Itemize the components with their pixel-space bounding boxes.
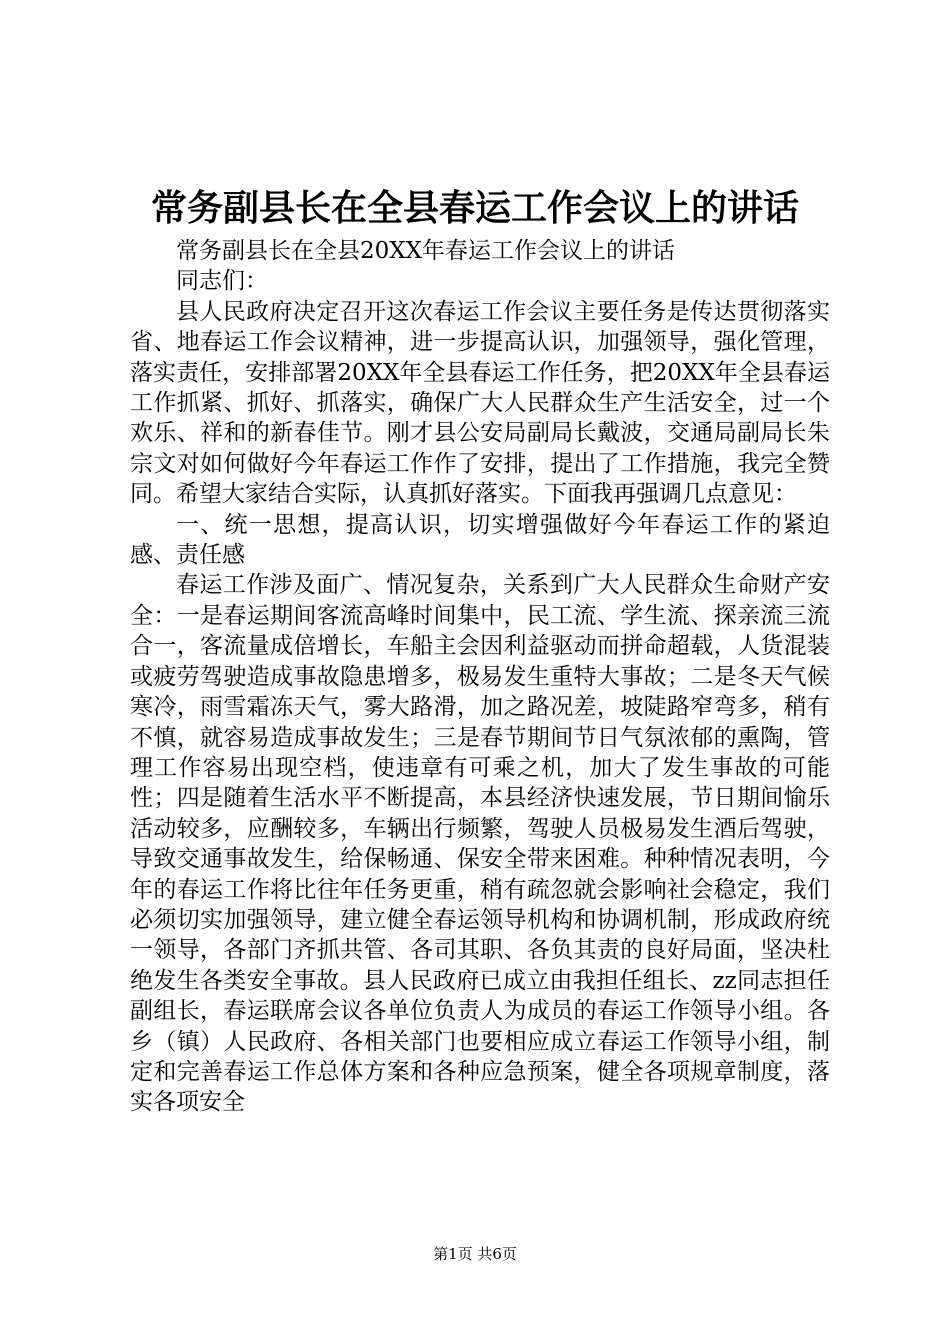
salutation-paragraph: 同志们： bbox=[176, 268, 268, 295]
section-heading-1: 一、统一思想，提高认识，切实增强做好今年春运工作的紧迫感、责任感 bbox=[130, 511, 830, 569]
intro-paragraph: 县人民政府决定召开这次春运工作会议主要任务是传达贯彻落实省、地春运工作会议精神，进一步提高认识，加强领导，强化管理，落实责任，安排部署20XX年全县春运工作任务，把20XX年全县春运工作抓紧、抓好、抓落实，确保广大人民群众生产生活安全，过一个欢乐、祥和的新春佳节。刚才县公安局副局长戴波，交通局副局长朱宗文对如何做好今年春运工作作了安排，提出了工作措施，我完全赞同。希望大家结合实际，认真抓好落实。下面我再强调几点意见： bbox=[130, 298, 830, 508]
subtitle-paragraph: 常务副县长在全县20XX年春运工作会议上的讲话 bbox=[176, 238, 676, 264]
section-1-paragraph: 春运工作涉及面广、情况复杂，关系到广大人民群众生命财产安全：一是春运期间客流高峰时间集中，民工流、学生流、探亲流三流合一，客流量成倍增长，车船主会因利益驱动而拼命超载，人货混装或疲劳驾驶造成事故隐患增多，极易发生重特大事故；二是冬天气候寒冷，雨雪霜冻天气，雾大路滑，加之路况差，坡陡路窄弯多，稍有不慎，就容易造成事故发生；三是春节期间节日气氛浓郁的熏陶，管理工作容易出现空档，使违章有可乘之机，加大了发生事故的可能性；四是随着生活水平不断提高，本县经济快速发展，节日期间愉乐活动较多，应酬较多，车辆出行频繁，驾驶人员极易发生酒后驾驶，导致交通事故发生，给保畅通、保安全带来困难。种种情况表明，今年的春运工作将比往年任务更重，稍有疏忽就会影响社会稳定，我们必须切实加强领导，建立健全春运领导机构和协调机制，形成政府统一领导，各部门齐抓共管、各司其职、各负其责的良好局面，坚决杜绝发生各类安全事故。县人民政府已成立由我担任组长、zz同志担任副组长，春运联席会议各单位负责人为成员的春运工作领导小组。各乡（镇）人民政府、各相关部门也要相应成立春运工作领导小组，制定和完善春运工作总体方案和各种应急预案，健全各项规章制度，落实各项安全 bbox=[130, 572, 830, 1116]
document-title: 常务副县长在全县春运工作会议上的讲话 bbox=[150, 187, 799, 229]
document-body bbox=[130, 236, 830, 1118]
page-footer: 第1页 共6页 bbox=[433, 1245, 517, 1263]
